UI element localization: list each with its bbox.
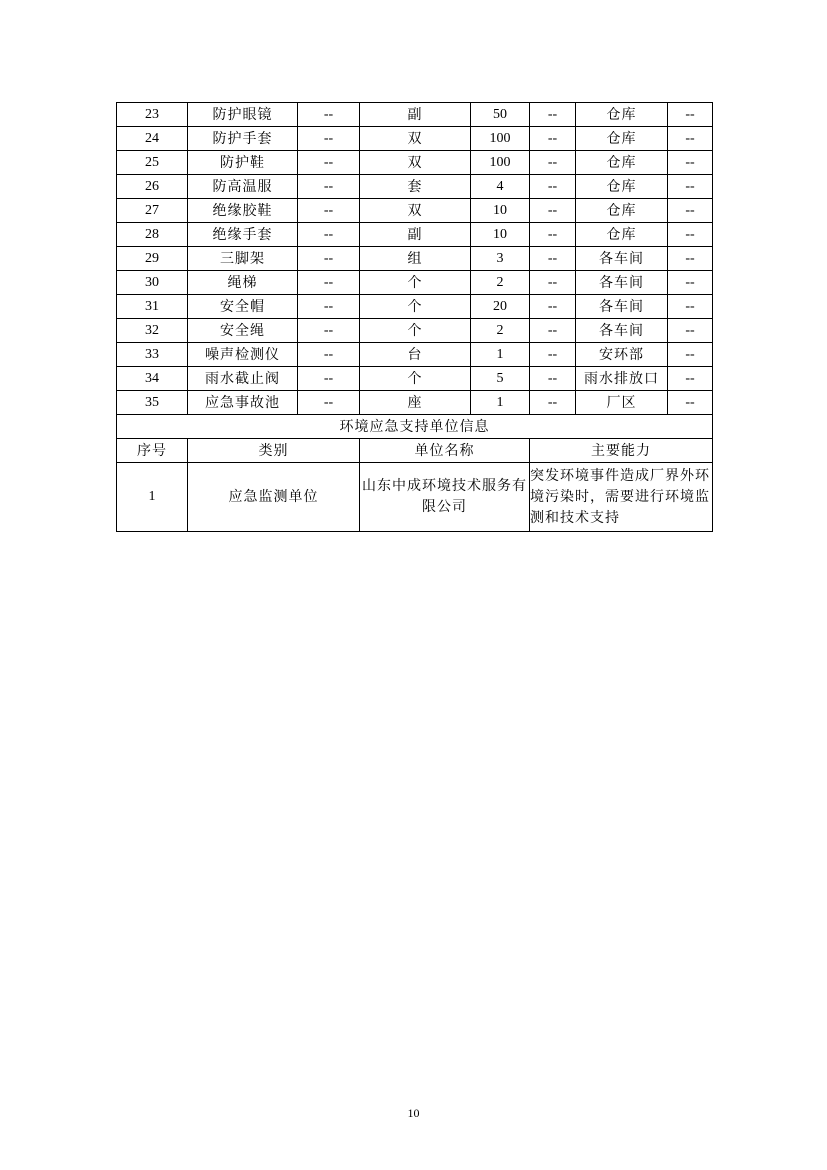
cell-col8: -- xyxy=(668,127,713,151)
cell-unit: 双 xyxy=(360,127,471,151)
cell-col6: -- xyxy=(530,103,576,127)
cell-unit: 个 xyxy=(360,367,471,391)
cell-no: 25 xyxy=(117,151,188,175)
material-row xyxy=(117,223,713,247)
cell-col8: -- xyxy=(668,103,713,127)
cell-no: 35 xyxy=(117,391,188,415)
cell-quantity: 10 xyxy=(471,199,530,223)
cell-quantity: 4 xyxy=(471,175,530,199)
cell-name: 防护鞋 xyxy=(188,151,298,175)
cell-col8: -- xyxy=(668,343,713,367)
support-header-category: 类别 xyxy=(188,439,360,463)
cell-name: 安全帽 xyxy=(188,295,298,319)
cell-location: 仓库 xyxy=(576,127,668,151)
cell-spec: -- xyxy=(298,247,360,271)
cell-location: 仓库 xyxy=(576,175,668,199)
cell-col6: -- xyxy=(530,319,576,343)
cell-name: 雨水截止阀 xyxy=(188,367,298,391)
cell-col6: -- xyxy=(530,127,576,151)
cell-quantity: 2 xyxy=(471,319,530,343)
support-section xyxy=(117,415,713,532)
support-header-unit-name: 单位名称 xyxy=(360,439,530,463)
cell-spec: -- xyxy=(298,199,360,223)
material-row xyxy=(117,295,713,319)
cell-col8: -- xyxy=(668,295,713,319)
material-row xyxy=(117,319,713,343)
cell-name: 绳梯 xyxy=(188,271,298,295)
cell-spec: -- xyxy=(298,367,360,391)
cell-unit: 副 xyxy=(360,103,471,127)
cell-unit: 台 xyxy=(360,343,471,367)
cell-no: 33 xyxy=(117,343,188,367)
cell-spec: -- xyxy=(298,319,360,343)
cell-no: 23 xyxy=(117,103,188,127)
support-header-row xyxy=(117,439,713,463)
cell-unit: 套 xyxy=(360,175,471,199)
cell-location: 仓库 xyxy=(576,103,668,127)
cell-col8: -- xyxy=(668,367,713,391)
emergency-resources-table xyxy=(116,102,713,532)
cell-location: 厂区 xyxy=(576,391,668,415)
cell-no: 30 xyxy=(117,271,188,295)
cell-name: 噪声检测仪 xyxy=(188,343,298,367)
cell-quantity: 1 xyxy=(471,343,530,367)
cell-col6: -- xyxy=(530,247,576,271)
cell-col6: -- xyxy=(530,199,576,223)
cell-col8: -- xyxy=(668,391,713,415)
support-header-no: 序号 xyxy=(117,439,188,463)
cell-col6: -- xyxy=(530,367,576,391)
cell-unit: 座 xyxy=(360,391,471,415)
cell-col6: -- xyxy=(530,343,576,367)
material-row xyxy=(117,151,713,175)
material-row xyxy=(117,271,713,295)
cell-spec: -- xyxy=(298,127,360,151)
cell-spec: -- xyxy=(298,391,360,415)
material-row xyxy=(117,343,713,367)
cell-location: 各车间 xyxy=(576,271,668,295)
cell-col6: -- xyxy=(530,271,576,295)
cell-name: 应急事故池 xyxy=(188,391,298,415)
cell-no: 32 xyxy=(117,319,188,343)
cell-no: 26 xyxy=(117,175,188,199)
cell-location: 安环部 xyxy=(576,343,668,367)
cell-quantity: 100 xyxy=(471,151,530,175)
cell-unit: 双 xyxy=(360,151,471,175)
support-cell-category: 应急监测单位 xyxy=(188,463,360,532)
cell-name: 防高温服 xyxy=(188,175,298,199)
cell-no: 27 xyxy=(117,199,188,223)
cell-location: 仓库 xyxy=(576,199,668,223)
material-row xyxy=(117,175,713,199)
support-header-capability: 主要能力 xyxy=(530,439,713,463)
cell-quantity: 20 xyxy=(471,295,530,319)
material-row xyxy=(117,391,713,415)
cell-quantity: 2 xyxy=(471,271,530,295)
cell-col6: -- xyxy=(530,223,576,247)
support-section-title-row xyxy=(117,415,713,439)
material-row xyxy=(117,367,713,391)
cell-name: 防护手套 xyxy=(188,127,298,151)
support-cell-capability: 突发环境事件造成厂界外环境污染时，需要进行环境监测和技术支持 xyxy=(530,463,713,532)
cell-location: 仓库 xyxy=(576,223,668,247)
material-row xyxy=(117,247,713,271)
cell-no: 28 xyxy=(117,223,188,247)
cell-spec: -- xyxy=(298,103,360,127)
cell-unit: 个 xyxy=(360,271,471,295)
cell-name: 绝缘手套 xyxy=(188,223,298,247)
cell-col6: -- xyxy=(530,391,576,415)
cell-col8: -- xyxy=(668,223,713,247)
cell-unit: 个 xyxy=(360,295,471,319)
cell-name: 安全绳 xyxy=(188,319,298,343)
cell-col8: -- xyxy=(668,271,713,295)
support-section-title: 环境应急支持单位信息 xyxy=(117,415,713,439)
cell-spec: -- xyxy=(298,223,360,247)
cell-name: 三脚架 xyxy=(188,247,298,271)
material-row xyxy=(117,103,713,127)
material-row xyxy=(117,127,713,151)
support-cell-unit-name: 山东中成环境技术服务有限公司 xyxy=(360,463,530,532)
cell-spec: -- xyxy=(298,343,360,367)
cell-col6: -- xyxy=(530,295,576,319)
cell-unit: 个 xyxy=(360,319,471,343)
cell-quantity: 1 xyxy=(471,391,530,415)
cell-quantity: 5 xyxy=(471,367,530,391)
cell-col8: -- xyxy=(668,151,713,175)
support-cell-no: 1 xyxy=(117,463,188,532)
cell-name: 防护眼镜 xyxy=(188,103,298,127)
cell-no: 29 xyxy=(117,247,188,271)
cell-unit: 双 xyxy=(360,199,471,223)
cell-location: 各车间 xyxy=(576,295,668,319)
cell-col8: -- xyxy=(668,199,713,223)
cell-quantity: 3 xyxy=(471,247,530,271)
cell-name: 绝缘胶鞋 xyxy=(188,199,298,223)
cell-spec: -- xyxy=(298,271,360,295)
cell-spec: -- xyxy=(298,295,360,319)
cell-location: 仓库 xyxy=(576,151,668,175)
cell-spec: -- xyxy=(298,175,360,199)
cell-location: 各车间 xyxy=(576,319,668,343)
cell-quantity: 100 xyxy=(471,127,530,151)
cell-no: 34 xyxy=(117,367,188,391)
cell-location: 各车间 xyxy=(576,247,668,271)
cell-quantity: 50 xyxy=(471,103,530,127)
cell-col6: -- xyxy=(530,151,576,175)
support-row xyxy=(117,463,713,532)
page-number: 10 xyxy=(407,1106,420,1120)
cell-unit: 副 xyxy=(360,223,471,247)
cell-spec: -- xyxy=(298,151,360,175)
materials-body xyxy=(117,103,713,415)
cell-col8: -- xyxy=(668,319,713,343)
cell-no: 31 xyxy=(117,295,188,319)
cell-unit: 组 xyxy=(360,247,471,271)
cell-quantity: 10 xyxy=(471,223,530,247)
cell-col6: -- xyxy=(530,175,576,199)
material-row xyxy=(117,199,713,223)
cell-col8: -- xyxy=(668,247,713,271)
cell-col8: -- xyxy=(668,175,713,199)
cell-location: 雨水排放口 xyxy=(576,367,668,391)
cell-no: 24 xyxy=(117,127,188,151)
